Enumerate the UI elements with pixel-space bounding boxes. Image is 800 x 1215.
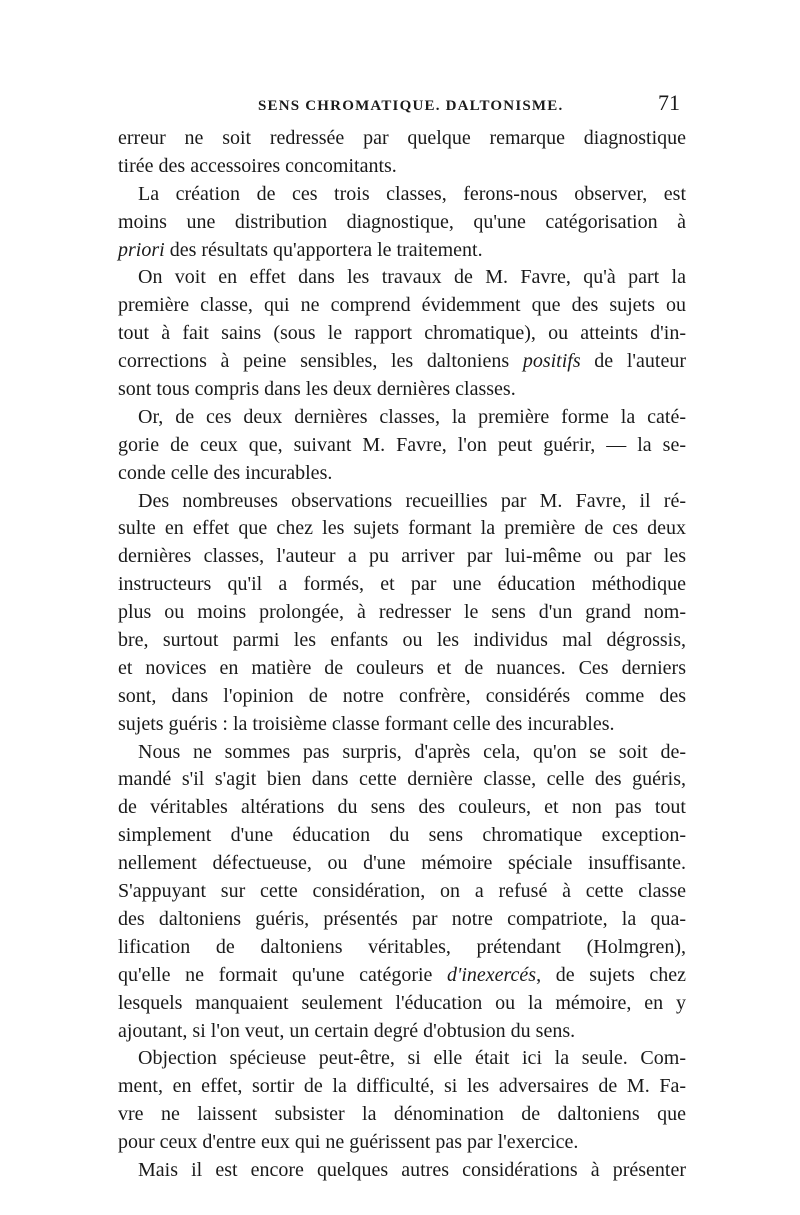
text-line: sont, dans l'opinion de notre confrère, considérés comme des <box>118 684 686 707</box>
text-line: On voit en effet dans les travaux de M. Favre, qu'à part la <box>138 266 686 289</box>
text-line: Nous ne sommes pas surpris, d'après cela, qu'on se soit de- <box>138 740 686 763</box>
text-line: dernières classes, l'auteur a pu arriver par lui-même ou par les <box>118 545 686 568</box>
page-header <box>118 90 686 120</box>
page-number: 71 <box>658 90 680 115</box>
text-line: tirée des accessoires concomitants. <box>118 154 397 177</box>
text-line: lification de daltoniens véritables, prétendant (Holmgren), <box>118 935 686 958</box>
text-line: mandé s'il s'agit bien dans cette dernière classe, celle des guéris, <box>118 768 686 791</box>
text-line: sujets guéris : la troisième classe formant celle des incurables. <box>118 712 615 735</box>
text-line: des daltoniens guéris, présentés par notre compatriote, la qua- <box>118 907 686 930</box>
text-line: Or, de ces deux dernières classes, la première forme la caté- <box>138 405 686 428</box>
text-line: tout à fait sains (sous le rapport chromatique), ou atteints d'in- <box>118 322 686 345</box>
text-line: première classe, qui ne comprend évidemment que des sujets ou <box>118 294 686 317</box>
text-line: nellement défectueuse, ou d'une mémoire spéciale insuffisante. <box>118 852 686 875</box>
text-line: vre ne laissent subsister la dénomination de daltoniens que <box>118 1103 686 1126</box>
text-line: corrections à peine sensibles, les daltoniens positifs de l'auteur <box>118 350 686 373</box>
text-line: instructeurs qu'il a formés, et par une éducation méthodique <box>118 573 686 596</box>
text-line: Des nombreuses observations recueillies par M. Favre, il ré- <box>138 489 686 512</box>
text-line: pour ceux d'entre eux qui ne guérissent pas par l'exercice. <box>118 1131 579 1154</box>
text-line: simplement d'une éducation du sens chromatique exception- <box>118 824 686 847</box>
text-line: La création de ces trois classes, ferons-nous observer, est <box>138 182 686 205</box>
text-line: qu'elle ne formait qu'une catégorie d'inexercés, de sujets chez <box>118 963 686 986</box>
text-line: ment, en effet, sortir de la difficulté, si les adversaires de M. Fa- <box>118 1075 686 1098</box>
text-line: S'appuyant sur cette considération, on a refusé à cette classe <box>118 880 686 903</box>
text-line: bre, surtout parmi les enfants ou les individus mal dégrossis, <box>118 629 686 652</box>
text-line: priori des résultats qu'apportera le traitement. <box>118 238 483 261</box>
text-line: conde celle des incurables. <box>118 461 333 484</box>
text-line: sont tous compris dans les deux dernières classes. <box>118 378 516 401</box>
text-line: erreur ne soit redressée par quelque remarque diagnostique <box>118 127 686 149</box>
running-title: SENS CHROMATIQUE. DALTONISME. <box>258 98 564 114</box>
body-text <box>118 125 686 1185</box>
text-line: de véritables altérations du sens des couleurs, et non pas tout <box>118 796 686 819</box>
text-line: Mais il est encore quelques autres considérations à présenter <box>138 1158 686 1181</box>
text-line: plus ou moins prolongée, à redresser le sens d'un grand nom- <box>118 601 686 624</box>
text-line: sulte en effet que chez les sujets formant la première de ces deux <box>118 517 686 540</box>
text-line: et novices en matière de couleurs et de nuances. Ces derniers <box>118 656 686 679</box>
text-line: gorie de ceux que, suivant M. Favre, l'on peut guérir, — la se- <box>118 433 686 456</box>
text-line: moins une distribution diagnostique, qu'une catégorisation à <box>118 210 686 233</box>
text-line: Objection spécieuse peut-être, si elle était ici la seule. Com- <box>138 1047 686 1070</box>
text-line: ajoutant, si l'on veut, un certain degré d'obtusion du sens. <box>118 1019 576 1042</box>
text-line: lesquels manquaient seulement l'éducation ou la mémoire, en y <box>118 991 686 1014</box>
